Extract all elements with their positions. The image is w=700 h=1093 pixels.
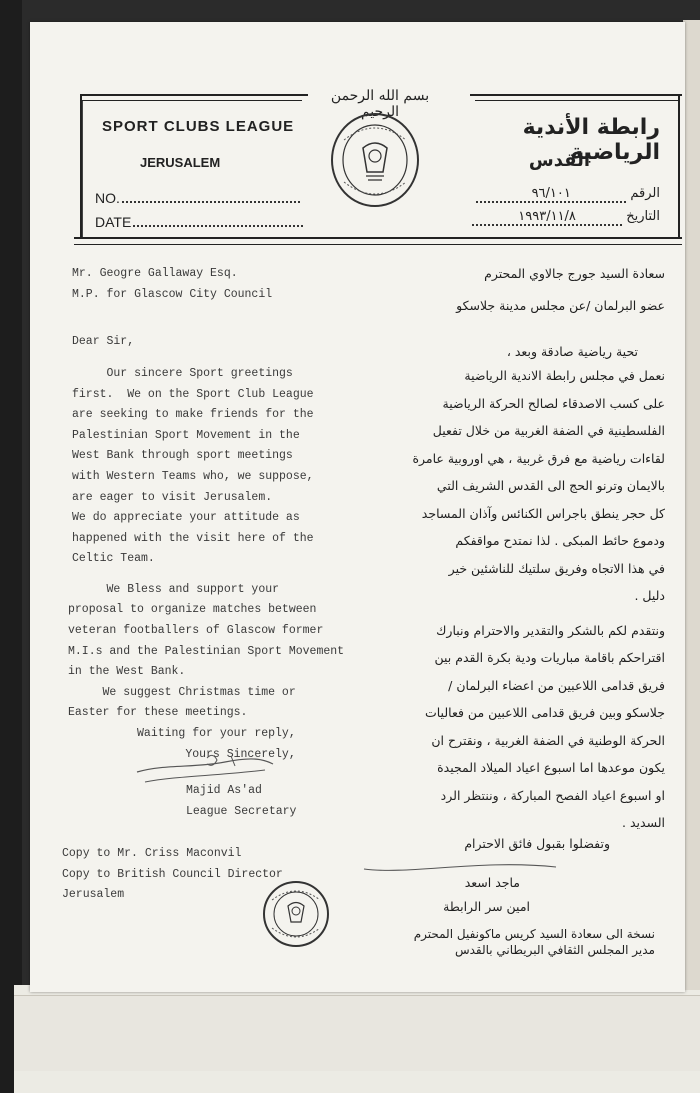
basmala: بسم الله الرحمن الرحيم — [330, 88, 430, 120]
arabic-paragraph-line: الفلسطينية في الضفة الغربية من خلال تفعيل — [432, 423, 665, 438]
date-label: DATE — [95, 214, 132, 230]
arabic-copy-line: مدير المجلس الثقافي البريطاني بالقدس — [454, 943, 655, 957]
paragraph-line: with Western Teams who, we suppose, — [72, 470, 314, 483]
arabic-paragraph-line: كل حجر ينطق باجراس الكنائس وآذان المساجد — [421, 506, 665, 521]
arabic-paragraph-line: بالايمان وترنو الحج الى القدس الشريف التي — [436, 478, 665, 493]
salutation: Dear Sir, — [72, 335, 135, 348]
league-name-english: SPORT CLUBS LEAGUE — [102, 118, 295, 135]
signature-name: Majid As'ad — [186, 784, 262, 797]
paragraph-line: in the West Bank. — [68, 665, 186, 678]
date-value-arabic: ١٩٩٣/١١/٨ — [472, 209, 622, 226]
addressee-line-1: Mr. Geogre Gallaway Esq. — [72, 267, 238, 280]
paragraph-line: West Bank through sport meetings — [72, 449, 293, 462]
copy-line: Copy to British Council Director — [62, 868, 283, 881]
league-stamp-icon — [262, 880, 330, 948]
paragraph-line: We suggest Christmas time or — [68, 686, 296, 699]
paragraph-line: first. We on the Sport Club League — [72, 388, 314, 401]
paragraph-line: Our sincere Sport greetings — [72, 367, 293, 380]
arabic-paragraph-line: ونتقدم لكم بالشكر والتقدير والاحترام ونبارك — [436, 623, 665, 638]
closing-line: Yours Sincerely, — [68, 748, 296, 761]
league-seal-icon — [330, 112, 420, 208]
number-label: NO. — [95, 190, 120, 206]
arabic-paragraph-line: فريق قدامى اللاعبين من اعضاء البرلمان / — [448, 678, 665, 693]
paragraph-line: Celtic Team. — [72, 552, 155, 565]
arabic-greeting: تحية رياضية صادقة وبعد ، — [506, 344, 638, 359]
arabic-addressee-line-1: سعادة السيد جورج جالاوي المحترم — [484, 266, 665, 281]
arabic-paragraph-line: دليل . — [634, 588, 665, 603]
date-field — [95, 214, 303, 230]
arabic-signature-title: امين سر الرابطة — [443, 899, 530, 914]
paragraph-line: We do appreciate your attitude as — [72, 511, 300, 524]
page-edge — [683, 20, 700, 990]
signature-title: League Secretary — [186, 805, 297, 818]
reference-label-arabic: الرقم — [630, 186, 660, 201]
arabic-paragraph-line: او اسبوع اعياد الفصح المباركة ، وننتظر الرد — [440, 788, 665, 803]
arabic-paragraph-line: اقتراحكم باقامة مباريات ودية بكرة القدم بين — [434, 650, 665, 665]
arabic-paragraph-line: في هذا الاتجاه وفريق سلتيك للناشئين خير — [448, 561, 665, 576]
paragraph-line: M.I.s and the Palestinian Sport Movement — [68, 645, 345, 658]
arabic-addressee-line-2: عضو البرلمان /عن مجلس مدينة جلاسكو — [456, 298, 665, 313]
arabic-paragraph-line: يكون موعدها اما اسبوع اعياد الميلاد المجيدة — [437, 760, 665, 775]
arabic-paragraph-line: السديد . — [622, 815, 665, 830]
arabic-paragraph-line: جلاسكو وبين فريق قدامى اللاعبين من فعاليات — [424, 705, 665, 720]
arabic-paragraph-line: على كسب الاصدقاء لصالح الحركة الرياضية — [442, 396, 665, 411]
paragraph-line: happened with the visit here of the — [72, 532, 314, 545]
league-name-arabic: رابطة الأندية الرياضية — [522, 115, 660, 165]
league-city-english: JERUSALEM — [140, 155, 221, 170]
binder-edge — [0, 0, 22, 1093]
arabic-paragraph-line: لقاءات رياضية مع فرق غربية ، هي اوروبية عامرة — [412, 451, 665, 466]
arabic-closing: وتفضلوا بقبول فائق الاحترام — [464, 836, 610, 851]
copy-line: Jerusalem — [62, 888, 125, 901]
copy-line: Copy to Mr. Criss Maconvil — [62, 847, 242, 860]
reference-value: ٩٦/١٠١ — [476, 186, 626, 203]
addressee-line-2: M.P. for Glascow City Council — [72, 288, 273, 301]
date-label-arabic: التاريخ — [626, 209, 660, 224]
number-field — [95, 190, 300, 206]
date-field-arabic — [450, 209, 660, 226]
closing-line: Waiting for your reply, — [68, 727, 296, 740]
paragraph-line: are seeking to make friends for the — [72, 408, 314, 421]
paragraph-line: proposal to organize matches between — [68, 603, 317, 616]
next-page-strip — [14, 995, 700, 1071]
arabic-signature-name: ماجد اسعد — [464, 875, 520, 890]
arabic-paragraph-line: نعمل في مجلس رابطة الاندية الرياضية — [464, 368, 665, 383]
arabic-paragraph-line: ودموع حائط المبكى . لذا نمتدح مواقفكم — [455, 533, 665, 548]
paragraph-line: veteran footballers of Glascow former — [68, 624, 324, 637]
reference-field-arabic — [450, 186, 660, 203]
paragraph-line: Easter for these meetings. — [68, 706, 248, 719]
arabic-paragraph-line: الحركة الوطنية في الضفة الغربية ، ونقترح ان — [431, 733, 665, 748]
paragraph-line: are eager to visit Jerusalem. — [72, 491, 273, 504]
league-city-arabic: القدس — [528, 150, 590, 171]
arabic-copy-line: نسخة الى سعادة السيد كريس ماكونفيل المحترم — [413, 927, 655, 941]
paragraph-line: Palestinian Sport Movement in the — [72, 429, 300, 442]
paragraph-line: We Bless and support your — [72, 583, 280, 596]
